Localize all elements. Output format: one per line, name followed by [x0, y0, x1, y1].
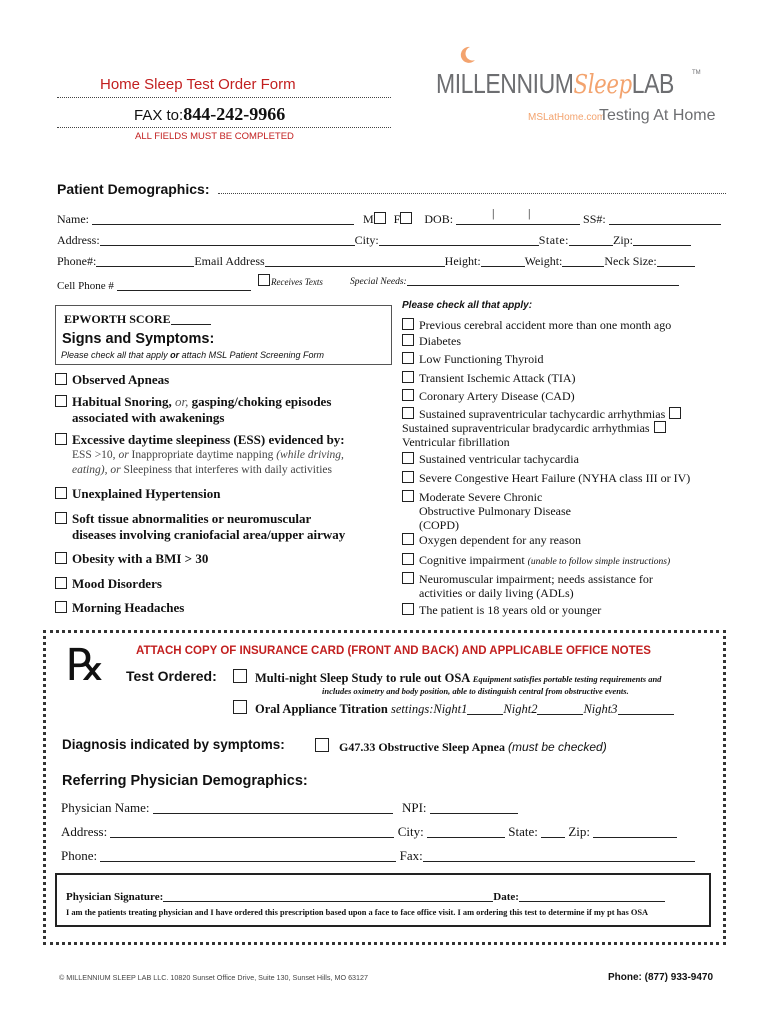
moon-icon — [456, 44, 478, 66]
logo-brand-script: Sleep — [573, 70, 632, 100]
phone-field[interactable] — [96, 254, 194, 267]
signature-field[interactable] — [163, 889, 493, 902]
physician-fax-label: Fax: — [399, 848, 423, 863]
cond-vfib: Ventricular fibrillation — [402, 435, 510, 449]
cad-label: Coronary Artery Disease (CAD) — [419, 389, 575, 403]
dob-field[interactable] — [456, 206, 580, 225]
vtach-label: Sustained ventricular tachycardia — [419, 452, 579, 466]
cognitive-label: Cognitive impairment — [419, 553, 528, 567]
cell-label: Cell Phone # — [57, 280, 114, 292]
cond-thyroid[interactable] — [402, 352, 543, 367]
copd-label-1: Moderate Severe Chronic — [419, 490, 543, 504]
sex-m-label: M — [363, 212, 374, 226]
symptom-ess[interactable] — [55, 432, 345, 448]
address-field[interactable] — [100, 233, 355, 246]
fax-number: 844-242-9966 — [183, 104, 286, 124]
logo-brand-main: MILLENNIUM — [436, 68, 574, 99]
cva-checkbox[interactable] — [402, 318, 414, 330]
brady-label: Sustained supraventricular bradycardic arrhythmias — [402, 421, 650, 435]
multi-night-option[interactable] — [233, 669, 661, 686]
date-field[interactable] — [519, 889, 665, 902]
neck-label: Neck Size: — [604, 254, 657, 268]
cond-svt[interactable] — [402, 407, 686, 422]
form-title: Home Sleep Test Order Form — [100, 76, 296, 93]
cognitive-note: (unable to follow simple instructions) — [527, 557, 671, 567]
sex-f-label: F — [393, 212, 401, 226]
physician-address-label: Address: — [61, 824, 108, 839]
age-checkbox[interactable] — [402, 603, 414, 615]
must-check-note: (must be checked) — [508, 740, 607, 754]
physician-heading: Referring Physician Demographics: — [62, 773, 308, 789]
snoring-label-b: gasping/choking episodes — [188, 394, 332, 409]
physician-name-label: Physician Name: — [61, 800, 150, 815]
weight-label: Weight: — [524, 254, 563, 268]
epworth-label: EPWORTH SCORE — [64, 312, 171, 326]
oral-checkbox[interactable] — [233, 700, 247, 714]
chf-checkbox[interactable] — [402, 471, 414, 483]
night3-field[interactable] — [618, 702, 674, 715]
dob-separator-1: | — [492, 206, 495, 220]
physician-state-field[interactable] — [541, 825, 565, 838]
headaches-checkbox[interactable] — [55, 601, 67, 613]
cond-copd[interactable] — [402, 490, 542, 505]
physician-fax-field[interactable] — [423, 849, 695, 862]
physician-name-row — [61, 800, 518, 816]
observed-apneas-label: Observed Apneas — [72, 372, 170, 387]
name-field[interactable] — [92, 212, 354, 225]
cell-row — [57, 278, 251, 292]
snoring-label-a: Habitual Snoring, — [72, 394, 175, 409]
snoring-line2: associated with awakenings — [72, 410, 225, 425]
patient-heading: Patient Demographics: — [57, 181, 210, 197]
footer-phone: Phone: (877) 933-9470 — [608, 972, 714, 983]
sex-f-checkbox[interactable] — [400, 212, 412, 224]
soft-tissue-line2: diseases involving craniofacial area/upper airway — [72, 527, 346, 542]
city-label: City: — [354, 233, 379, 247]
chf-label: Severe Congestive Heart Failure (NYHA class III or IV) — [419, 471, 691, 485]
copd-checkbox[interactable] — [402, 490, 414, 502]
svt-pre-checkbox[interactable] — [402, 407, 414, 419]
thyroid-label: Low Functioning Thyroid — [419, 352, 544, 366]
state-label: State: — [538, 233, 570, 247]
symptom-soft-tissue[interactable] — [55, 511, 311, 527]
npi-label: NPI: — [401, 800, 427, 815]
obesity-label: Obesity with a BMI > 30 — [72, 551, 209, 566]
symptom-observed-apneas[interactable] — [55, 372, 169, 388]
date-label: Date: — [493, 891, 519, 903]
logo-tm: TM — [692, 70, 701, 76]
signature-label: Physician Signature: — [66, 891, 164, 903]
symptoms-subtitle — [61, 350, 324, 360]
neuro-checkbox[interactable] — [402, 572, 414, 584]
dob-separator-2: | — [528, 206, 531, 220]
cognitive-checkbox[interactable] — [402, 553, 414, 565]
hypertension-checkbox[interactable] — [55, 487, 67, 499]
diagnosis-label: Diagnosis indicated by symptoms: — [62, 737, 285, 752]
height-label: Height: — [444, 254, 481, 268]
soft-tissue-checkbox[interactable] — [55, 512, 67, 524]
fax-divider — [57, 127, 391, 128]
oxygen-label: Oxygen dependent for any reason — [419, 533, 581, 547]
physician-phone-label: Phone: — [61, 848, 98, 863]
multi-note-1: Equipment satisfies portable testing requirements and — [472, 674, 662, 684]
cell-field[interactable] — [117, 278, 251, 291]
phone-row — [57, 254, 695, 269]
required-note: ALL FIELDS MUST BE COMPLETED — [135, 131, 294, 142]
copd-line3: (COPD) — [419, 518, 460, 532]
multi-night-checkbox[interactable] — [233, 669, 247, 683]
physician-city-field[interactable] — [427, 825, 505, 838]
email-label: Email Address — [194, 254, 265, 268]
oral-option[interactable] — [233, 700, 674, 717]
symptoms-heading: Signs and Symptoms: — [62, 331, 215, 347]
physician-zip-field[interactable] — [593, 825, 677, 838]
settings-label: settings:Night1 — [387, 702, 468, 716]
logo-brand-end: LAB — [631, 68, 674, 99]
brady-checkbox[interactable] — [654, 421, 666, 433]
oral-label: Oral Appliance Titration — [255, 702, 388, 716]
test-ordered-label: Test Ordered: — [126, 668, 217, 684]
physician-city-label: City: — [397, 824, 424, 839]
company-logo — [436, 42, 726, 132]
ess-d1c: (while driving, — [276, 449, 344, 461]
logo-site: MSLatHome.com — [528, 112, 606, 123]
ess-d1b: Inappropriate daytime napping — [128, 449, 277, 461]
patient-heading-divider — [218, 193, 726, 194]
email-field[interactable] — [265, 254, 445, 267]
thyroid-checkbox[interactable] — [402, 352, 414, 364]
ess-checkbox[interactable] — [55, 433, 67, 445]
mood-checkbox[interactable] — [55, 577, 67, 589]
observed-apneas-checkbox[interactable] — [55, 373, 67, 385]
symptom-headaches[interactable] — [55, 600, 184, 616]
title-divider — [57, 97, 391, 98]
cond-neuro[interactable] — [402, 572, 653, 587]
ess-d1or: or — [118, 449, 129, 461]
tia-checkbox[interactable] — [402, 371, 414, 383]
special-needs-group — [350, 276, 679, 287]
receives-texts-label: Receives Texts — [271, 277, 323, 287]
weight-field[interactable] — [562, 254, 604, 267]
cad-checkbox[interactable] — [402, 389, 414, 401]
receives-texts-group — [258, 274, 323, 287]
symptom-obesity[interactable] — [55, 551, 208, 567]
obesity-checkbox[interactable] — [55, 552, 67, 564]
svt-label: Sustained supraventricular tachycardic arrhythmias — [419, 407, 666, 421]
attach-note: ATTACH COPY OF INSURANCE CARD (FRONT AND BACK) AND APPLICABLE OFFICE NOTES — [136, 645, 651, 657]
physician-address-row — [61, 824, 677, 840]
conditions-heading: Please check all that apply: — [402, 300, 533, 311]
ess-detail-1 — [72, 449, 344, 461]
vtach-checkbox[interactable] — [402, 452, 414, 464]
cond-cognitive[interactable] — [402, 553, 670, 568]
city-field[interactable] — [379, 233, 539, 246]
npi-field[interactable] — [430, 801, 518, 814]
ess-label: Excessive daytime sleepiness (ESS) evidenced by: — [72, 432, 345, 447]
cond-vtach[interactable] — [402, 452, 579, 467]
address-label: Address: — [57, 233, 100, 247]
special-needs-field[interactable] — [407, 276, 679, 286]
ess-detail-2 — [72, 464, 332, 476]
night1-field[interactable] — [467, 702, 503, 715]
mood-label: Mood Disorders — [72, 576, 162, 591]
snoring-label-or: or, — [174, 394, 189, 409]
headaches-label: Morning Headaches — [72, 600, 185, 615]
diabetes-label: Diabetes — [419, 334, 461, 348]
osa-option[interactable] — [315, 738, 607, 755]
physician-phone-field[interactable] — [100, 849, 396, 862]
symptom-mood[interactable] — [55, 576, 162, 592]
physician-address-field[interactable] — [110, 825, 394, 838]
night3-label: Night3 — [583, 702, 618, 716]
attestation: I am the patients treating physician and I have ordered this prescription based upon a face to face office visit. I am ordering this test to determine if my pt has OSA — [66, 908, 649, 917]
symptoms-subtitle-or: or — [170, 350, 180, 360]
multi-note-2: includes oximetry and body position, able to distinguish central from obstructive events. — [322, 686, 629, 696]
neck-field[interactable] — [657, 254, 695, 267]
osa-label: G47.33 Obstructive Sleep Apnea — [339, 740, 506, 754]
symptoms-subtitle-b: attach MSL Patient Screening Form — [179, 350, 324, 360]
receives-texts-checkbox[interactable] — [258, 274, 270, 286]
logo-tagline: Testing At Home — [599, 107, 716, 124]
cva-label: Previous cerebral accident more than one month ago — [419, 318, 672, 332]
cond-diabetes[interactable] — [402, 334, 461, 349]
zip-field[interactable] — [633, 233, 691, 246]
physician-zip-label: Zip: — [568, 824, 591, 839]
snoring-checkbox[interactable] — [55, 395, 67, 407]
symptom-snoring[interactable] — [55, 394, 331, 410]
night2-field[interactable] — [537, 702, 583, 715]
cond-tia[interactable] — [402, 371, 576, 386]
zip-label: Zip: — [613, 233, 634, 247]
special-needs-label: Special Needs: — [350, 277, 407, 287]
state-field[interactable] — [569, 233, 613, 246]
neuro-line2: activities or daily living (ADLs) — [419, 586, 574, 600]
sex-m-checkbox[interactable] — [374, 212, 386, 224]
phone-label: Phone#: — [57, 254, 97, 268]
physician-name-field[interactable] — [153, 801, 393, 814]
diabetes-checkbox[interactable] — [402, 334, 414, 346]
ess-d2or: or — [110, 464, 121, 476]
age-label: The patient is 18 years old or younger — [419, 603, 602, 617]
dob-label: DOB: — [424, 212, 454, 226]
fax-label: FAX to: — [134, 107, 184, 124]
multi-night-label: Multi-night Sleep Study to rule out OSA — [255, 671, 470, 685]
cond-brady[interactable] — [402, 421, 671, 436]
address-row — [57, 233, 691, 248]
ss-field[interactable] — [609, 212, 721, 225]
tia-label: Transient Ischemic Attack (TIA) — [419, 371, 576, 385]
ess-d2a: eating), — [72, 464, 111, 476]
night2-label: Night2 — [503, 702, 538, 716]
ss-label: SS#: — [583, 212, 606, 226]
copd-line2: Obstructive Pulmonary Disease — [419, 504, 571, 518]
signature-row — [66, 889, 665, 903]
rx-symbol: ℞ — [66, 640, 106, 691]
cond-cva[interactable] — [402, 318, 671, 333]
cond-cad[interactable] — [402, 389, 575, 404]
cond-oxygen[interactable] — [402, 533, 581, 548]
neuro-label-1: Neuromuscular impairment; needs assistance for — [419, 572, 653, 586]
symptoms-subtitle-a: Please check all that apply — [61, 350, 171, 360]
name-label: Name: — [57, 212, 89, 226]
epworth-field[interactable] — [171, 312, 211, 325]
name-row — [57, 206, 721, 227]
soft-tissue-label-1: Soft tissue abnormalities or neuromuscular — [72, 511, 312, 526]
cond-age[interactable] — [402, 603, 601, 618]
epworth-row — [64, 312, 211, 327]
hypertension-label: Unexplained Hypertension — [72, 486, 221, 501]
symptom-hypertension[interactable] — [55, 486, 220, 502]
svt-checkbox[interactable] — [669, 407, 681, 419]
osa-checkbox[interactable] — [315, 738, 329, 752]
footer-copyright: © MILLENNIUM SLEEP LAB LLC. 10820 Sunset Office Drive, Suite 130, Sunset Hills, MO 63127 — [59, 973, 369, 982]
ess-d1a: ESS >10, — [72, 449, 119, 461]
fax-line — [134, 104, 285, 125]
physician-state-label: State: — [508, 824, 538, 839]
height-field[interactable] — [481, 254, 525, 267]
ess-d2b: Sleepiness that interferes with daily activities — [120, 464, 332, 476]
cond-chf[interactable] — [402, 471, 690, 486]
oxygen-checkbox[interactable] — [402, 533, 414, 545]
physician-phone-row — [61, 848, 695, 864]
